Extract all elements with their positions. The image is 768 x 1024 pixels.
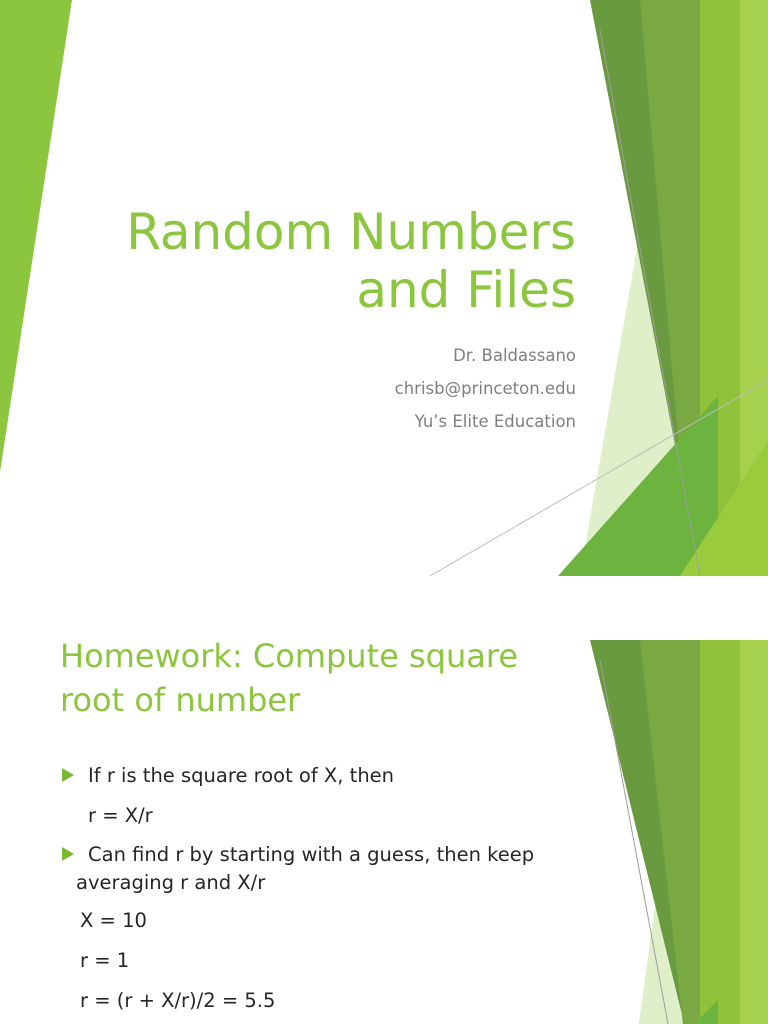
author-email: chrisb@princeton.edu bbox=[394, 379, 576, 398]
slide-title bbox=[56, 203, 576, 319]
example-line-3: r = (r + X/r)/2 = 5.5 bbox=[80, 989, 276, 1012]
slide-title bbox=[60, 634, 580, 722]
lime-green-strip bbox=[740, 640, 768, 1024]
homework-slide bbox=[0, 576, 768, 1024]
triangle-right-bullet-icon bbox=[62, 768, 74, 782]
bullet-item-2-line2: averaging r and X/r bbox=[76, 871, 266, 894]
example-line-1: X = 10 bbox=[80, 909, 147, 932]
author-name: Dr. Baldassano bbox=[453, 346, 576, 365]
slide-title-line2: and Files bbox=[356, 261, 576, 319]
slide-title-line2: root of number bbox=[60, 681, 301, 719]
organization-name: Yu’s Elite Education bbox=[414, 412, 576, 431]
bullet-item-2-line1: Can find r by starting with a guess, then keep bbox=[88, 843, 535, 866]
example-line-2: r = 1 bbox=[80, 949, 130, 972]
triangle-right-bullet-icon bbox=[62, 847, 74, 861]
bullet-item-1: If r is the square root of X, then bbox=[88, 764, 395, 787]
bullet-item-1-sub: r = X/r bbox=[88, 804, 153, 827]
slide-title-line1: Random Numbers bbox=[126, 203, 576, 261]
slide-title-line1: Homework: Compute square bbox=[60, 637, 518, 675]
